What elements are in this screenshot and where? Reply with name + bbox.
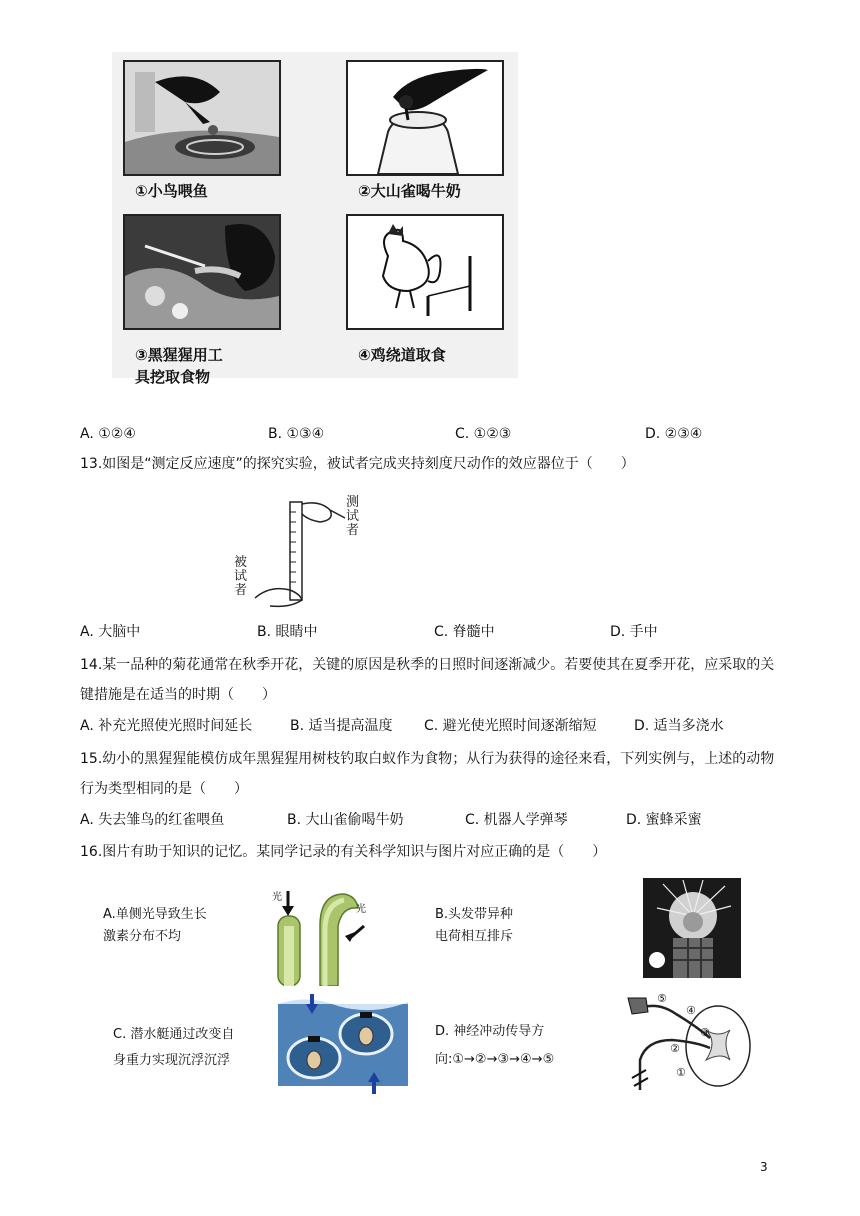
q12-panel-chimp-tool	[123, 214, 281, 330]
q12-panel-tit-drinking-milk	[346, 60, 504, 176]
q16-marker-5: ⑤	[657, 992, 667, 1005]
q16-marker-2: ②	[670, 1042, 680, 1055]
q14-option-c[interactable]: C. 避光使光照时间逐渐缩短	[424, 718, 597, 734]
q14-option-a[interactable]: A. 补充光照使光照时间延长	[80, 718, 253, 734]
q16-light-label-1: 光	[272, 892, 282, 903]
q12-option-c[interactable]: C. ①②③	[455, 426, 512, 442]
q12-panel-rooster-detour	[346, 214, 504, 330]
q13-option-b[interactable]: B. 眼睛中	[257, 624, 318, 640]
q16-item-b-photo	[643, 878, 741, 978]
q12-caption-1: ①小鸟喂鱼	[135, 182, 208, 200]
q15-option-d[interactable]: D. 蜜蜂采蜜	[626, 812, 702, 828]
q13-label-tester: 测试者	[346, 495, 360, 538]
q16-item-c-text[interactable]: C. 潜水艇通过改变自 身重力实现沉浮沉浮	[113, 1027, 235, 1068]
q14-option-d[interactable]: D. 适当多浇水	[634, 718, 724, 734]
q12-panel-bird-feeding-fish	[123, 60, 281, 176]
q16-item-c-figure	[278, 994, 408, 1096]
q15-option-c[interactable]: C. 机器人学弹琴	[465, 812, 568, 828]
q15-option-b[interactable]: B. 大山雀偷喝牛奶	[287, 812, 404, 828]
q16-stem: 16.图片有助于知识的记忆。某同学记录的有关科学知识与图片对应正确的是（ ）	[80, 844, 607, 860]
q16-marker-4: ④	[686, 1004, 696, 1017]
q13-label-subject: 被试者	[234, 555, 248, 598]
q16-light-label-2: 光	[356, 904, 366, 915]
q12-caption-4: ④鸡绕道取食	[358, 346, 446, 364]
q16-item-d-text[interactable]: D. 神经冲动传导方 向:①→②→③→④→⑤	[435, 1024, 555, 1067]
q16-item-b-text[interactable]: B.头发带异种 电荷相互排斥	[435, 907, 514, 944]
q12-caption-2: ②大山雀喝牛奶	[358, 182, 461, 200]
q16-item-a-text[interactable]: A.单侧光导致生长 激素分布不均	[103, 907, 207, 944]
page-number: 3	[760, 1160, 768, 1174]
q13-stem: 13.如图是“测定反应速度”的探究实验，被试者完成夹持刻度尺动作的效应器位于（ ）	[80, 456, 635, 472]
q16-marker-1: ①	[676, 1066, 686, 1079]
q13-option-c[interactable]: C. 脊髓中	[434, 624, 495, 640]
q12-option-d[interactable]: D. ②③④	[645, 426, 703, 442]
q12-option-a[interactable]: A. ①②④	[80, 426, 136, 442]
q13-option-d[interactable]: D. 手中	[610, 624, 658, 640]
q13-option-a[interactable]: A. 大脑中	[80, 624, 141, 640]
q15-option-a[interactable]: A. 失去雏鸟的红雀喂鱼	[80, 812, 225, 828]
q14-stem: 14.某一品种的菊花通常在秋季开花，关键的原因是秋季的日照时间逐渐减少。若要使其在夏季开花，应采取的关键措施是在适当的时期（ ）	[80, 657, 775, 703]
q14-option-b[interactable]: B. 适当提高温度	[290, 718, 393, 734]
q12-caption-3: ③黑猩猩用工 具挖取食物	[135, 346, 223, 386]
q16-marker-3: ③	[700, 1026, 710, 1039]
q12-option-b[interactable]: B. ①③④	[268, 426, 325, 442]
q15-stem: 15.幼小的黑猩猩能模仿成年黑猩猩用树枝钓取白蚁作为食物；从行为获得的途径来看，下列实例与，上述的动物行为类型相同的是（ ）	[80, 751, 775, 797]
